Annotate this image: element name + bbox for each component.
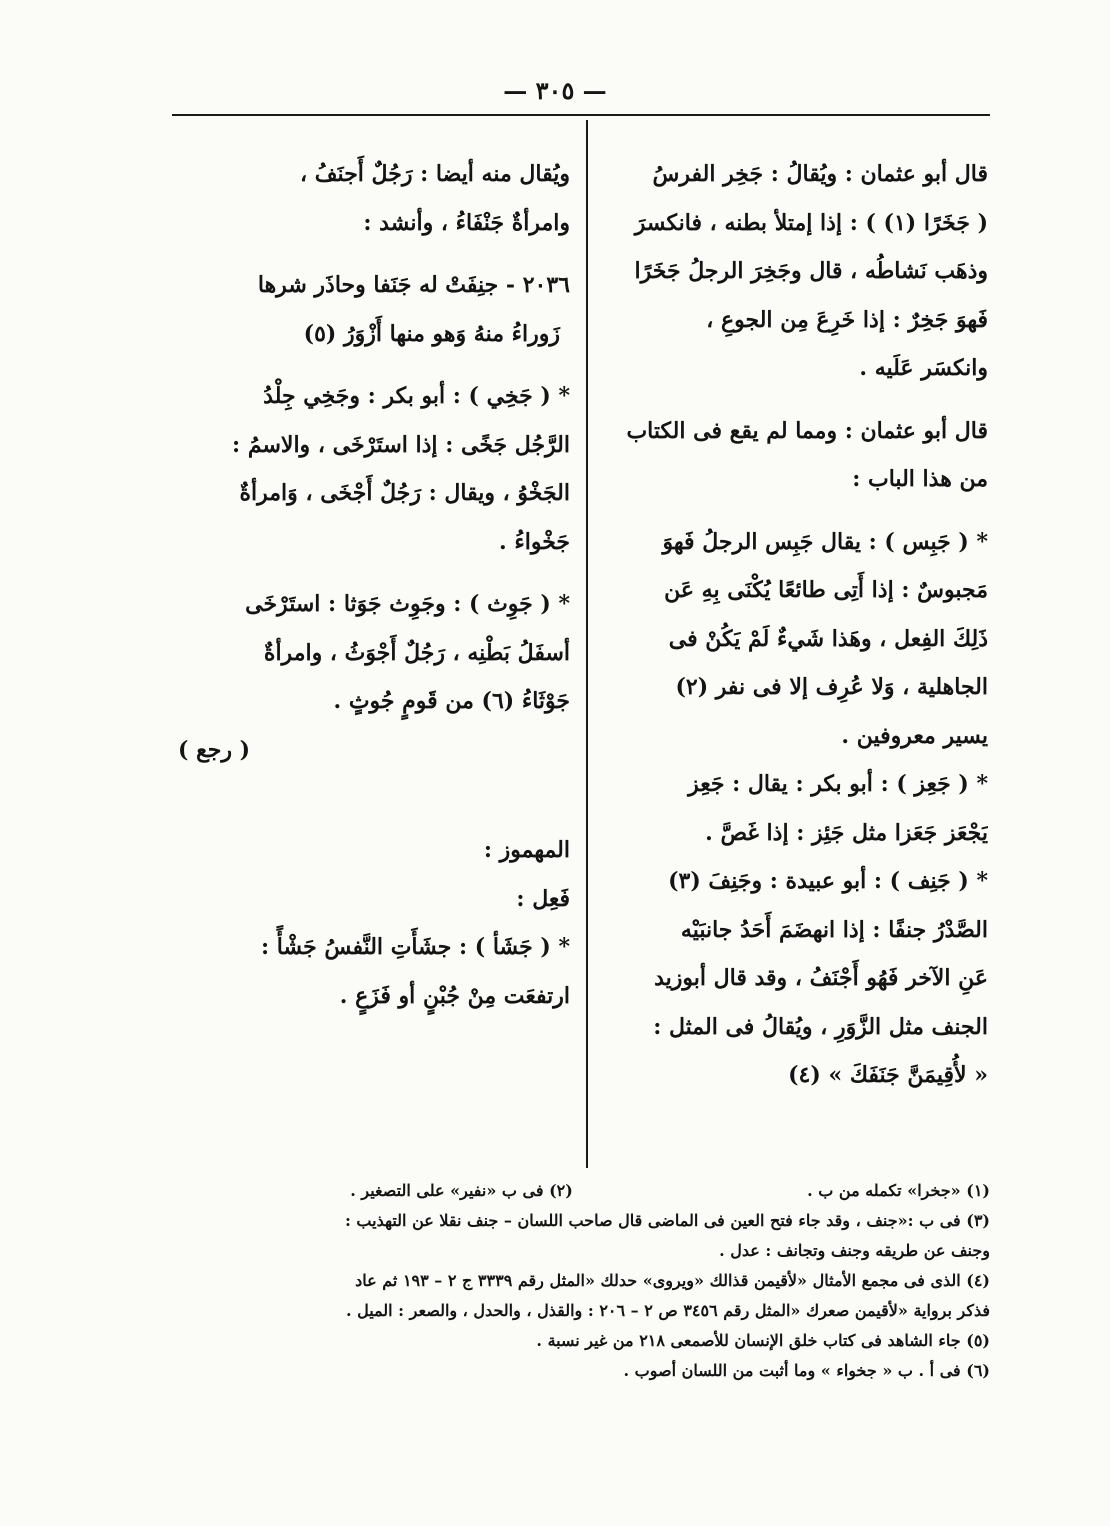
text-line: الرَّجُل جَخًى : إذا استَرْخَى ، والاسمُ : [232,431,570,458]
text-line: من هذا الباب : [852,466,988,492]
text-line: ويُقال منه أيضا : رَجُلٌ أَجنَفُ ، [300,161,570,187]
text-line: أسفَلُ بَطْنِه ، رَجُلٌ أَجْوَثُ ، وامرأةٌ [263,639,570,666]
footnote-6: (٦) فى أ . ب « جخواء » وما أثبت من اللسان أصوب . [623,1361,990,1380]
footnote-3-continued: وجنف عن طريقه وجنف وتجانف : عدل . [719,1241,990,1260]
text-line: يسير معروفين . [841,722,988,749]
header-rule [172,114,990,116]
text-line: جَخْواءُ . [499,528,570,555]
text-line: الجاهلية ، وَلا عُرِف إلا فى نفر (٢) [675,674,988,700]
text-line: جَوْثَاءُ (٦) من قَومٍ جُوثٍ . [333,688,570,714]
entry-headword-line: * ( جَشَأ ) : جشَأَتِ النَّفسُ جَشْأً : [261,934,570,960]
footnote-5: (٥) جاء الشاهد فى كتاب خلق الإنسان للأصمعى ٢١٨ من غير نسبة . [536,1331,990,1350]
text-line: ارتفعَت مِنْ جُبْنٍ أو فَزَعٍ . [339,982,570,1009]
text-line: وامرأةٌ جَنْفَاءُ ، وأنشد : [363,209,570,236]
section-subheading: فَعِل : [516,885,570,912]
text-line: قال أبو عثمان : ومما لم يقع فى الكتاب [626,417,988,444]
text-line: عَنِ الآخر فَهُو أَجْنَفُ ، وقد قال أبوزيد [654,965,988,991]
left-column [170,150,570,1020]
text-line: ( جَخَرًا (١) ) : إذا إمتلأ بطنه ، فانكسرَ [634,209,988,236]
text-line: الجنف مثل الزَّوَرِ ، ويُقالُ فى المثل : [653,1013,988,1040]
text-line: يَجْعَز جَعَزا مثل جَئِز : إذا غَصَّ . [705,819,988,846]
text-line: وانكسَر عَلَيه . [859,355,988,381]
verse-line: ٢٠٣٦ - جنِفَتْ له جَنَفا وحاذَر شرها [257,272,570,298]
entry-headword-line: * ( جَعِز ) : أبو بكر : يقال : جَعِز [688,771,988,797]
footnote-4-continued: فذكر برواية «لأقيمن صعرك «المثل رقم ٣٤٥٦ ص ٢ – ٢٠٦ : والقذل ، والحدل ، والصعر : الميل . [345,1301,990,1320]
entry-headword-line: * ( جَوِث ) : وجَوِث جَوَثا : استَرْخَى [245,591,570,617]
footnote-1: (١) «جخرا» تكمله من ب . [807,1181,990,1200]
page-number: — ٣٠٥ — [503,76,607,105]
footnote-2: (٢) فى ب «نفير» على التصغير . [350,1181,573,1200]
text-line: فَهوَ جَخِرٌ : إذا خَرِعَ مِن الجوعِ ، [706,306,988,333]
footnote-4: (٤) الذى فى مجمع الأمثال «لأقيمن قذالك «ويروى» حدلك «المثل رقم ٣٣٣٩ ج ٢ – ١٩٣ ثم عاد [355,1271,990,1290]
proverb-line: « لأُقِيمَنَّ جَنَفَكَ » (٤) [788,1062,988,1088]
entry-headword-line: * ( جَبِس ) : يقال جَبِس الرجلُ فَهوَ [662,528,988,555]
entry-headword-line: * ( جَنِف ) : أبو عبيدة : وجَنِفَ (٣) [668,868,988,894]
footnotes [172,1176,990,1386]
text-line: الصَّدْرُ جنفًا : إذا انهضَمَ أَحَدُ جانبَيْه [680,916,988,943]
text-line: الجَخْوُ ، ويقال : رَجُلٌ أَجْخَى ، وَامرأةٌ [239,480,570,506]
verse-line: زَوراءُ منهُ وَهو منها أَزْوَرُ (٥) [303,320,560,347]
entry-headword-line: * ( جَخِي ) : أبو بكر : وجَخِي جِلْدُ [263,383,570,409]
column-divider [586,120,588,1168]
right-column [604,150,988,1100]
section-marker: ( رجع ) [178,736,251,763]
text-line: قال أبو عثمان : ويُقالُ : جَخِر الفرسُ [652,161,988,187]
footnote-3: (٣) فى ب :«جنف ، وقد جاء فتح العين فى الماضى قال صاحب اللسان – جنف نقلا عن التهذيب : [344,1211,990,1230]
text-line: وذهَب نَشاطُه ، قال وجَخِرَ الرجلُ جَخَرًا [634,258,988,284]
section-heading: المهموز : [483,837,570,863]
text-line: ذَلِكَ الفِعل ، وهَذا شَيءٌ لَمْ يَكُنْ فى [668,625,988,652]
text-line: مَجبوسٌ : إذا أَتِى طائعًا يُكْنَى بِهِ عَن [664,577,988,603]
footnote-row [172,1176,990,1206]
